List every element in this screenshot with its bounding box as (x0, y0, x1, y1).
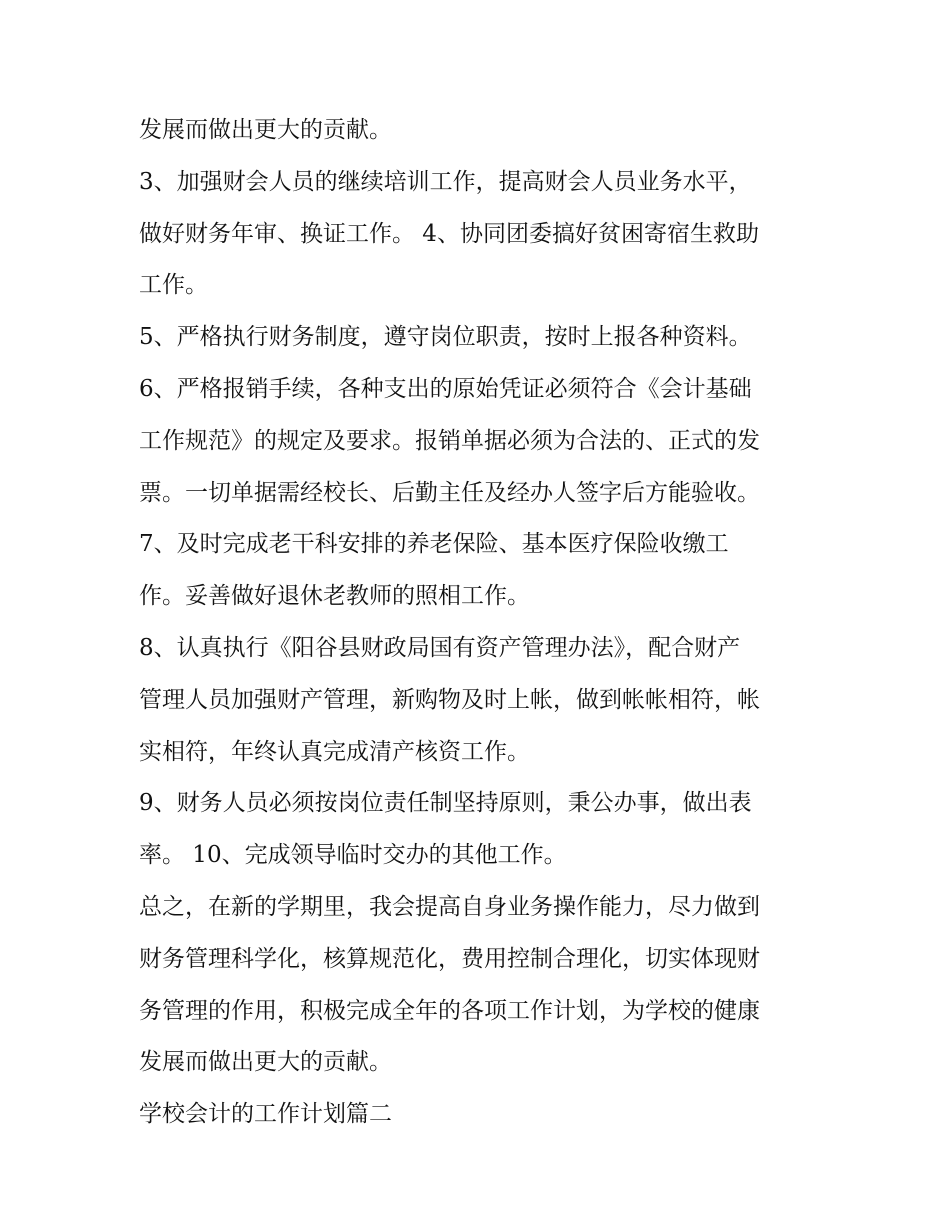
text-line: 财务管理科学化，核算规范化，费用控制合理化，切实体现财 (139, 945, 760, 972)
text-line: 工作。 (139, 272, 208, 299)
text-line: 务管理的作用，积极完成全年的各项工作计划，为学校的健康 (139, 997, 760, 1024)
text-line: 5、严格执行财务制度，遵守岗位职责，按时上报各种资料。 (139, 324, 752, 351)
text-line: 率。 10、完成领导临时交办的其他工作。 (139, 842, 567, 869)
text-line: 票。一切单据需经校长、后勤主任及经办人签字后方能验收。 (139, 479, 760, 506)
text-line: 9、财务人员必须按岗位责任制坚持原则，秉公办事，做出表 (139, 790, 752, 817)
text-line: 7、及时完成老干科安排的养老保险、基本医疗保险收缴工 (139, 531, 729, 558)
text-line: 总之，在新的学期里，我会提高自身业务操作能力，尽力做到 (139, 893, 760, 920)
text-line: 发展而做出更大的贡献。 (139, 1049, 392, 1076)
text-line: 3、加强财会人员的继续培训工作，提高财会人员业务水平， (139, 168, 752, 195)
text-line: 6、严格报销手续，各种支出的原始凭证必须符合《会计基础 (139, 375, 752, 402)
text-line: 发展而做出更大的贡献。 (139, 117, 392, 143)
text-line: 管理人员加强财产管理，新购物及时上帐，做到帐帐相符，帐 (139, 686, 760, 713)
text-line: 实相符，年终认真完成清产核资工作。 (139, 738, 530, 765)
text-line: 作。妥善做好退休老教师的照相工作。 (139, 583, 530, 610)
text-line: 8、认真执行《阳谷县财政局国有资产管理办法》，配合财产 (139, 634, 741, 661)
text-line: 工作规范》的规定及要求。报销单据必须为合法的、正式的发 (139, 427, 760, 454)
document-body (139, 110, 829, 1146)
text-line: 做好财务年审、换证工作。 4、协同团委搞好贫困寄宿生救助 (139, 220, 759, 247)
section-heading: 学校会计的工作计划篇二 (139, 1101, 392, 1128)
